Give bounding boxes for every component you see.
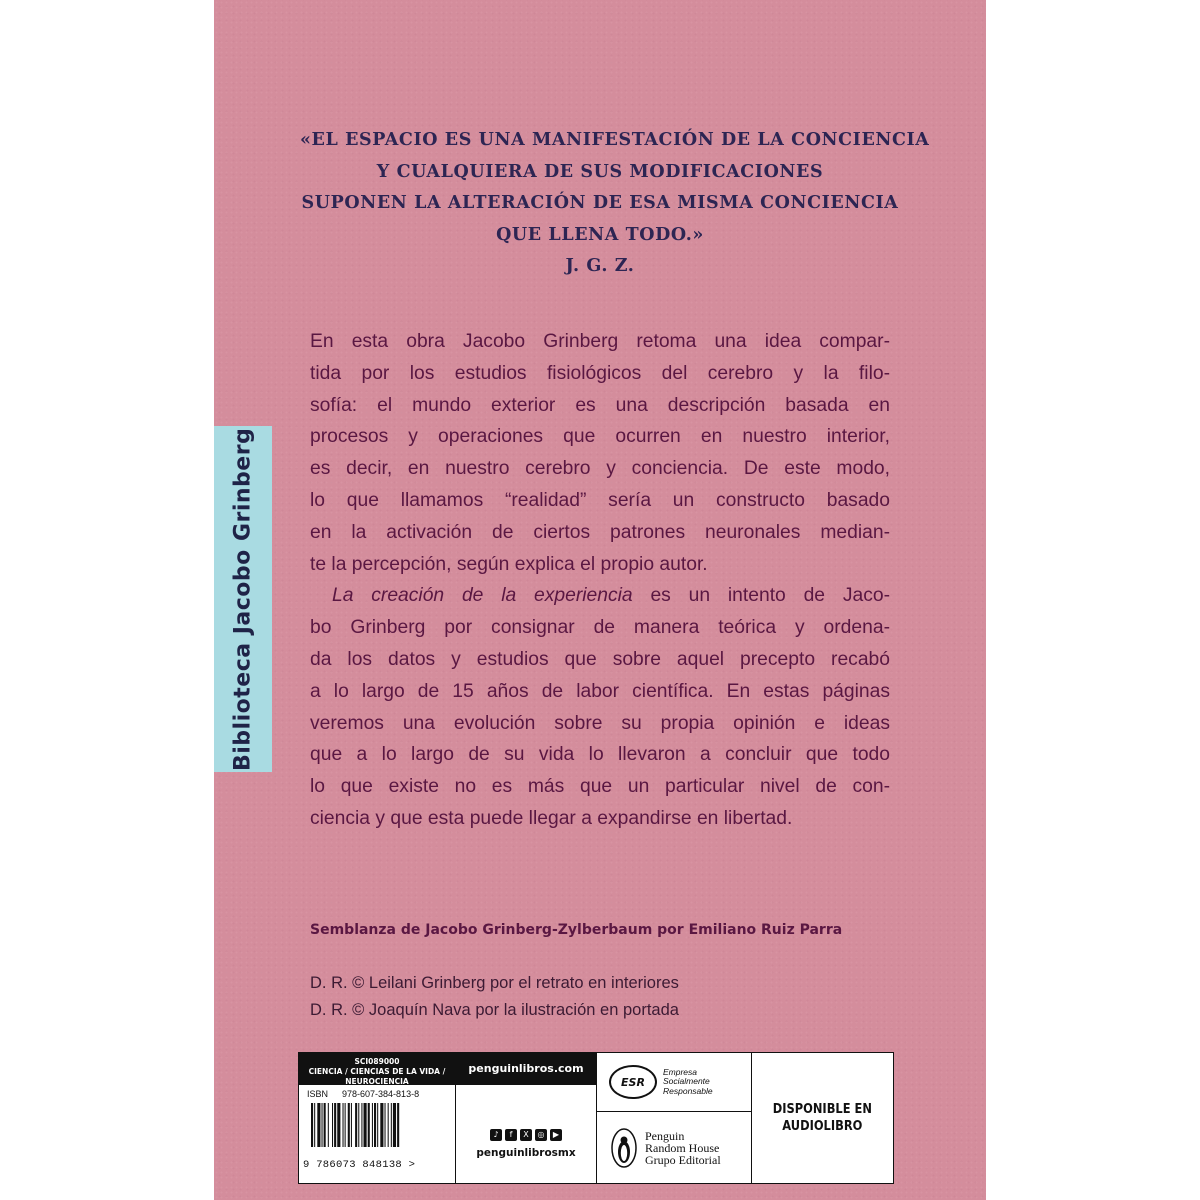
- esr-badge: [597, 1053, 751, 1112]
- text-line: lo que llamamos “realidad” sería un constructo basado: [310, 489, 890, 511]
- text-line: que a lo largo de su vida lo llevaron a concluir que todo: [310, 744, 890, 766]
- isbn-label: ISBN: [307, 1089, 329, 1099]
- category-code: SCI089000: [354, 1057, 400, 1066]
- esr-line: Responsable: [663, 1085, 713, 1096]
- audiobook-line: AUDIOLIBRO: [782, 1119, 863, 1134]
- barcode-bar: [345, 1103, 346, 1147]
- youtube-icon[interactable]: ▶: [550, 1129, 562, 1141]
- text-line: te la percepción, según explica el propio autor.: [310, 553, 708, 575]
- book-title: La creación de la experiencia: [332, 585, 633, 607]
- barcode: [309, 1103, 447, 1159]
- barcode-bar: [351, 1103, 352, 1147]
- audiobook-column: [752, 1053, 893, 1183]
- category-block: [299, 1053, 455, 1085]
- esr-text: [663, 1068, 713, 1097]
- semblanza-credit: Semblanza de Jacobo Grinberg-Zylberbaum por Emiliano Ruiz Parra: [310, 922, 843, 938]
- facebook-icon[interactable]: f: [505, 1129, 517, 1141]
- publisher-line: Grupo Editorial: [645, 1152, 721, 1167]
- barcode-bar: [397, 1103, 399, 1147]
- portrait-credit: D. R. © Leilani Grinberg por el retrato en interiores: [310, 974, 679, 992]
- quote-line: «EL ESPACIO ES UNA MANIFESTACIÓN DE LA CONCIENCIA: [300, 130, 930, 150]
- social-handle: penguinlibrosmx: [476, 1147, 576, 1159]
- barcode-bar: [358, 1103, 359, 1147]
- barcode-bar: [317, 1103, 320, 1147]
- barcode-bar: [391, 1103, 392, 1147]
- barcode-bar: [328, 1103, 329, 1147]
- epigraph-quote: [300, 125, 930, 283]
- esr-logo: ESR: [609, 1065, 657, 1099]
- barcode-icon: [309, 1103, 445, 1147]
- barcode-bar: [388, 1103, 389, 1147]
- text-line: En esta obra Jacobo Grinberg retoma una idea compar-: [310, 331, 890, 352]
- audiobook-line: DISPONIBLE EN: [772, 1102, 873, 1117]
- quote-line: Y CUALQUIERA DE SUS MODIFICACIONES: [376, 161, 824, 182]
- publisher-logo: [597, 1112, 751, 1183]
- barcode-bar: [337, 1103, 340, 1147]
- barcode-bar: [334, 1103, 336, 1147]
- category-line: CIENCIA / CIENCIAS DE LA VIDA /: [308, 1067, 446, 1076]
- publisher-column: [597, 1053, 752, 1183]
- text-line: [310, 580, 890, 612]
- barcode-bar: [324, 1103, 326, 1147]
- quote-line: SUPONEN LA ALTERACIÓN DE ESA MISMA CONCIENCIA: [301, 193, 899, 213]
- cover-illustration-credit: D. R. © Joaquín Nava por la ilustración en portada: [310, 1001, 679, 1019]
- description-text: [310, 326, 890, 835]
- esr-line: Empresa: [663, 1066, 698, 1077]
- text-line: sofía: el mundo exterior es una descripción basada en: [310, 394, 890, 416]
- barcode-bar: [380, 1103, 383, 1147]
- series-label: Biblioteca Jacobo Grinberg: [230, 427, 256, 771]
- web-column: [456, 1053, 597, 1183]
- publisher-name: [645, 1130, 721, 1166]
- barcode-bar: [332, 1103, 333, 1147]
- isbn-row: [299, 1085, 455, 1099]
- barcode-bar: [368, 1103, 370, 1147]
- text-line: bo Grinberg por consignar de manera teórica y ordena-: [310, 617, 890, 639]
- legal-box: [298, 1052, 894, 1184]
- barcode-bar: [361, 1103, 362, 1147]
- website-link[interactable]: penguinlibros.com: [456, 1053, 596, 1085]
- isbn-column: [299, 1053, 456, 1183]
- barcode-bar: [322, 1103, 323, 1147]
- image-credits: [310, 970, 679, 1024]
- barcode-digits: 9 786073 848138 >: [303, 1159, 416, 1171]
- barcode-bar: [314, 1103, 315, 1147]
- barcode-bar: [393, 1103, 396, 1147]
- publisher-line: Penguin: [645, 1128, 685, 1143]
- barcode-bar: [377, 1103, 378, 1147]
- category-line: NEUROCIENCIA: [345, 1077, 409, 1086]
- penguin-icon: [611, 1128, 637, 1168]
- barcode-bar: [374, 1103, 376, 1147]
- text-line: a lo largo de 15 años de labor científica. En estas páginas: [310, 680, 890, 702]
- text-span: es un intento de Jaco-: [632, 585, 890, 607]
- instagram-icon[interactable]: ◎: [535, 1129, 547, 1141]
- tiktok-icon[interactable]: ♪: [490, 1129, 502, 1141]
- text-line: ciencia y que esta puede llegar a expandirse en libertad.: [310, 807, 793, 829]
- text-line: es decir, en nuestro cerebro y conciencia. De este modo,: [310, 458, 890, 480]
- text-line: veremos una evolución sobre su propia opinión e ideas: [310, 712, 890, 734]
- barcode-bar: [364, 1103, 367, 1147]
- publisher-line: Random House: [645, 1140, 720, 1155]
- barcode-bar: [372, 1103, 373, 1147]
- x-icon[interactable]: X: [520, 1129, 532, 1141]
- barcode-bar: [385, 1103, 386, 1147]
- text-line: en la activación de ciertos patrones neuronales median-: [310, 521, 890, 543]
- barcode-bar: [348, 1103, 350, 1147]
- isbn-value: 978-607-384-813-8: [342, 1089, 420, 1099]
- barcode-bar: [311, 1103, 313, 1147]
- audiobook-notice: [773, 1101, 872, 1135]
- quote-attribution: J. G. Z.: [565, 256, 635, 276]
- barcode-bar: [343, 1103, 344, 1147]
- barcode-bar: [355, 1103, 357, 1147]
- social-icons: [456, 1129, 596, 1141]
- text-line: procesos y operaciones que ocurren en nuestro interior,: [310, 426, 890, 448]
- text-line: tida por los estudios fisiológicos del cerebro y la filo-: [310, 362, 890, 384]
- esr-line: Socialmente: [663, 1076, 710, 1087]
- text-line: lo que existe no es más que un particular nivel de con-: [310, 776, 890, 798]
- text-line: da los datos y estudios que sobre aquel precepto recabó: [310, 648, 890, 670]
- quote-line: QUE LLENA TODO.»: [496, 224, 704, 245]
